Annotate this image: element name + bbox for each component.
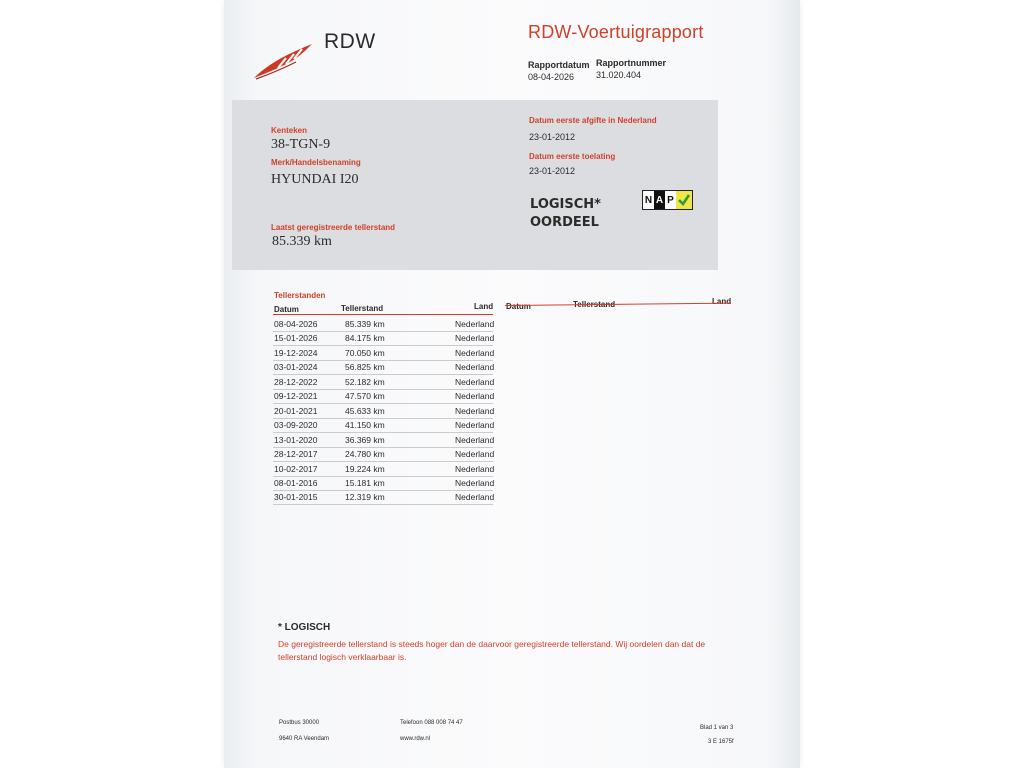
nap-letter-n: N	[643, 191, 654, 209]
note-title: * LOGISCH	[278, 622, 331, 633]
col-reading-left: Tellerstand	[341, 304, 384, 313]
odometer-label: Laatst geregistreerde tellerstand	[271, 223, 396, 232]
checkmark-icon	[676, 191, 692, 209]
row-country: Nederland	[455, 391, 495, 402]
row-divider	[273, 490, 493, 491]
row-divider	[273, 418, 493, 419]
report-date-label: Rapportdatum	[528, 60, 590, 70]
row-country: Nederland	[455, 449, 495, 460]
rdw-logo-icon	[252, 38, 318, 82]
row-country: Nederland	[455, 333, 495, 344]
row-reading: 36.369 km	[345, 434, 385, 445]
report-title: RDW-Voertuigrapport	[528, 22, 704, 42]
verdict-logisch: LOGISCH*	[530, 197, 601, 212]
row-reading: 15.181 km	[345, 477, 385, 488]
report-date: 08-04-2026	[528, 72, 575, 82]
row-reading: 41.150 km	[345, 420, 385, 431]
row-country: Nederland	[455, 319, 495, 329]
row-reading: 24.780 km	[345, 449, 385, 460]
row-date: 28-12-2022	[274, 376, 318, 387]
first-issue-nl-label: Datum eerste afgifte in Nederland	[529, 116, 657, 125]
row-reading: 70.050 km	[345, 347, 385, 358]
col-country-right: Land	[712, 297, 732, 306]
row-reading: 19.224 km	[345, 463, 385, 474]
footer-website: www.rdw.nl	[400, 736, 431, 742]
row-date: 15-01-2026	[274, 333, 318, 344]
brand-name: RDW	[324, 30, 376, 53]
row-divider	[273, 374, 493, 375]
footer-page: Blad 1 van 3	[700, 725, 734, 731]
report-page	[224, 0, 800, 768]
footer-phone: Telefoon 088 008 74 47	[400, 720, 463, 726]
nap-letter-p: P	[665, 191, 676, 209]
plate-value: 38-TGN-9	[271, 137, 331, 152]
row-date: 08-04-2026	[274, 319, 318, 329]
report-number: 31.020.404	[596, 70, 642, 80]
row-country: Nederland	[455, 492, 495, 503]
row-date: 08-01-2016	[274, 477, 318, 488]
row-date: 28-12-2017	[274, 449, 318, 460]
col-country-left: Land	[474, 302, 494, 311]
col-date-right: Datum	[506, 302, 531, 311]
row-reading: 56.825 km	[345, 362, 385, 373]
row-country: Nederland	[455, 463, 495, 474]
row-divider	[273, 476, 493, 477]
first-issue-nl-value: 23-01-2012	[529, 132, 576, 142]
row-reading: 45.633 km	[345, 405, 385, 416]
row-date: 13-01-2020	[274, 434, 318, 445]
nap-badge	[642, 190, 693, 210]
nap-letter-a: A	[654, 191, 665, 209]
footer-city: 9640 RA Veendam	[279, 736, 330, 742]
row-reading: 47.570 km	[345, 391, 385, 402]
readings-rule-right	[505, 303, 731, 306]
row-country: Nederland	[455, 477, 495, 488]
row-date: 30-01-2015	[274, 492, 318, 503]
row-date: 20-01-2021	[274, 405, 318, 416]
row-country: Nederland	[455, 405, 495, 416]
report-number-label: Rapportnummer	[596, 58, 667, 68]
row-divider	[273, 504, 493, 505]
row-divider	[273, 432, 493, 433]
readings-title: Tellerstanden	[274, 291, 326, 300]
row-date: 03-01-2024	[274, 362, 318, 373]
row-date: 09-12-2021	[274, 391, 318, 402]
row-date: 10-02-2017	[274, 463, 318, 474]
first-admission-label: Datum eerste toelating	[529, 152, 616, 161]
footer-code: 3 E 1675f	[708, 739, 734, 745]
row-country: Nederland	[455, 434, 495, 445]
col-date-left: Datum	[274, 305, 299, 314]
row-divider	[273, 331, 493, 332]
row-date: 03-09-2020	[274, 420, 318, 431]
readings-rule-left	[273, 314, 493, 315]
first-admission-value: 23-01-2012	[529, 166, 576, 176]
row-divider	[273, 360, 493, 361]
plate-label: Kenteken	[271, 126, 308, 135]
row-divider	[273, 461, 493, 462]
make-label: Merk/Handelsbenaming	[271, 158, 361, 167]
row-reading: 84.175 km	[345, 333, 385, 344]
note-body: De geregistreerde tellerstand is steeds hoger dan de daarvoor geregistreerde tellerstand. Wij oordelen dan dat de tellerstand logisch verklaarbaar is.	[278, 639, 706, 662]
row-country: Nederland	[455, 376, 495, 387]
row-date: 19-12-2024	[274, 347, 318, 358]
row-divider	[273, 345, 493, 346]
row-reading: 52.182 km	[345, 376, 385, 387]
row-country: Nederland	[455, 347, 495, 358]
row-divider	[273, 403, 493, 404]
row-divider	[273, 389, 493, 390]
row-divider	[273, 447, 493, 448]
footer-postbus: Postbus 30000	[279, 720, 320, 726]
col-reading-right: Tellerstand	[573, 300, 616, 309]
row-reading: 12.319 km	[345, 492, 385, 503]
row-country: Nederland	[455, 420, 495, 431]
odometer-value: 85.339 km	[272, 234, 332, 249]
row-country: Nederland	[455, 362, 495, 373]
make-value: HYUNDAI I20	[271, 172, 359, 187]
verdict-oordeel: OORDEEL	[530, 215, 599, 230]
row-reading: 85.339 km	[345, 319, 385, 329]
